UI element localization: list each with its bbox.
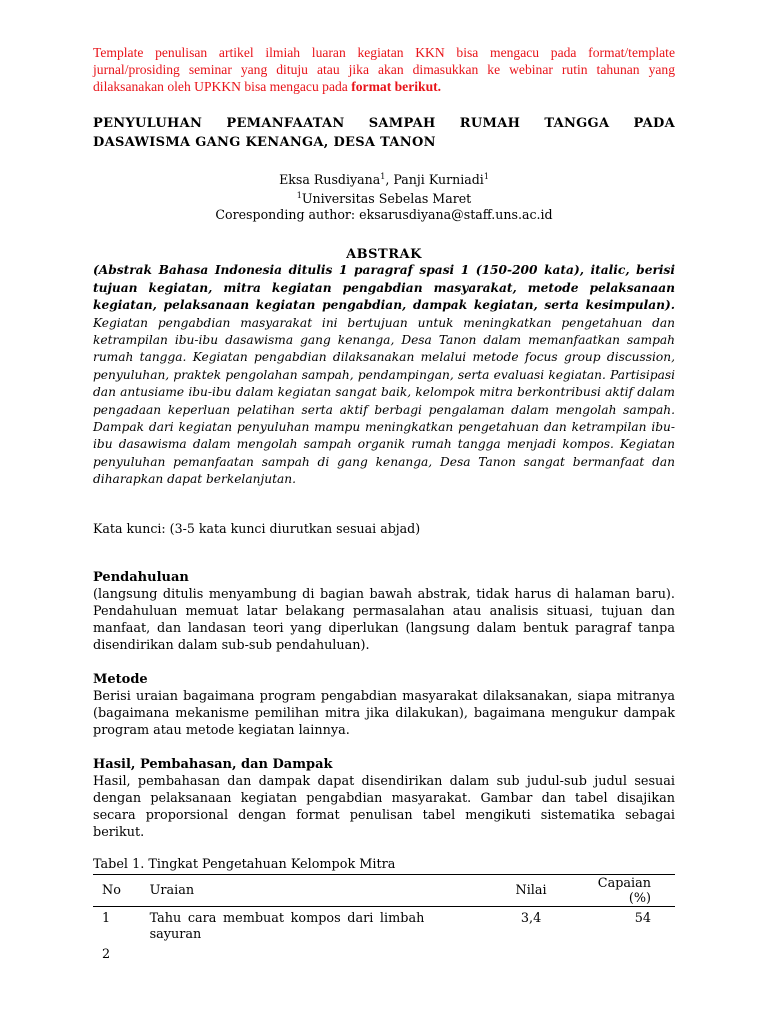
author-2: Panji Kurniadi <box>393 172 484 188</box>
header-uraian: Uraian <box>149 883 195 899</box>
author-2-sup: 1 <box>483 172 489 181</box>
section-hasil <box>93 756 675 841</box>
section-heading: Metode <box>93 671 148 687</box>
section-metode <box>93 671 675 739</box>
cell-capaian <box>598 943 675 963</box>
author-names <box>93 169 675 188</box>
notice-text: Template penulisan artikel ilmiah luaran kegiatan KKN bisa mengacu pada format/template jurnal/prosiding seminar yang dituju atau jika akan dimasukkan ke webinar rutin tahunan yang dilaksanakan oleh UPKKN bisa mengacu pada <box>93 45 675 94</box>
corresponding-author: Coresponding author: eksarusdiyana@staff.uns.ac.id <box>215 207 553 223</box>
table-row <box>93 906 675 943</box>
section-heading: Hasil, Pembahasan, dan Dampak <box>93 756 333 772</box>
abstract-text: Kegiatan pengabdian masyarakat ini bertujuan untuk meningkatkan pengetahuan dan ketrampilan ibu-ibu dasawisma gang kenanga, Desa Tanon dalam memanfaatkan sampah rumah tangga. Kegiatan pengabdian dilaksanakan melalui metode focus group discussion, penyuluhan, praktek pengolahan sampah, pendampingan, serta evaluasi kegiatan. Partisipasi dan antusiame ibu-ibu dalam kegiatan sangat baik, kelompok mitra berkontribusi aktif dalam pengadaan keperluan pelatihan serta aktif berbagi pengalaman dalam mengolah sampah. Dampak dari kegiatan penyuluhan mampu meningkatkan pengetahuan dan ketrampilan ibu-ibu dasawisma dalam mengolah sampah organik rumah tangga menjadi kompos. Kegiatan penyuluhan pemanfaatan sampah di gang kenanga, Desa Tanon sangat bermanfaat dan diharapkan dapat berkelanjutan. <box>93 315 675 487</box>
author-separator: , <box>385 172 394 188</box>
notice-link-text[interactable]: format berikut. <box>351 79 442 94</box>
article-title: PENYULUHAN PEMANFAATAN SAMPAH RUMAH TANGGA PADA DASAWISMA GANG KENANGA, DESA TANON <box>93 116 675 150</box>
table-caption: Tabel 1. Tingkat Pengetahuan Kelompok Mitra <box>93 856 396 872</box>
table-header-row <box>93 874 675 906</box>
cell-uraian: Tahu cara membuat kompos dari limbah sayuran <box>149 910 425 942</box>
abstract-instructions: (Abstrak Bahasa Indonesia ditulis 1 paragraf spasi 1 (150-200 kata), italic, berisi tujuan kegiatan, mitra kegiatan pengabdian masyarakat, metode pelaksanaan kegiatan, pelaksanaan kegiatan pengabdian, dampak kegiatan, serta kesimpulan). <box>93 263 675 313</box>
cell-no: 2 <box>102 946 111 962</box>
section-text: Hasil, pembahasan dan dampak dapat disendirikan dalam sub judul-sub judul sesuai dengan pelaksanaan kegiatan pengabdian masyarakat. Gambar dan tabel disajikan secara proporsional dengan format penulisan tabel mengikuti sistematika sebagai berikut. <box>93 773 675 840</box>
document-page <box>93 44 675 963</box>
affiliation-name: Universitas Sebelas Maret <box>301 191 472 207</box>
section-text: (langsung ditulis menyambung di bagian bawah abstrak, tidak harus di halaman baru). Pendahuluan memuat latar belakang permasalahan atau analisis situasi, tujuan dan manfaat, dan landasan teori yang diperlukan (langsung dalam bentuk paragraf tanpa disendirikan dalam sub-sub pendahuluan). <box>93 586 675 653</box>
cell-no: 1 <box>102 910 111 926</box>
cell-uraian <box>147 943 425 963</box>
keywords: Kata kunci: (3-5 kata kunci diurutkan sesuai abjad) <box>93 520 421 536</box>
header-no: No <box>102 883 121 899</box>
abstract-body <box>93 262 675 488</box>
section-text: Berisi uraian bagaimana program pengabdian masyarakat dilaksanakan, siapa mitranya (bagaimana mekanisme pemilihan mitra jika dilakukan), bagaimana mengukur dampak program atau metode kegiatan lainnya. <box>93 688 675 738</box>
author-block <box>93 169 675 223</box>
author-1-sup: 1 <box>380 172 386 181</box>
header-capaian: Capaian (%) <box>597 875 651 906</box>
knowledge-table <box>93 874 675 963</box>
cell-nilai <box>424 943 597 963</box>
cell-nilai: 3,4 <box>520 910 542 926</box>
affiliation-sup: 1 <box>296 191 302 201</box>
affiliation <box>93 188 675 207</box>
table-row <box>93 943 675 963</box>
cell-capaian: 54 <box>634 910 651 926</box>
section-pendahuluan <box>93 569 675 654</box>
template-notice <box>93 44 675 95</box>
abstract-heading: ABSTRAK <box>346 247 422 263</box>
section-heading: Pendahuluan <box>93 569 189 585</box>
header-nilai: Nilai <box>515 883 547 899</box>
author-1: Eksa Rusdiyana <box>279 172 381 188</box>
